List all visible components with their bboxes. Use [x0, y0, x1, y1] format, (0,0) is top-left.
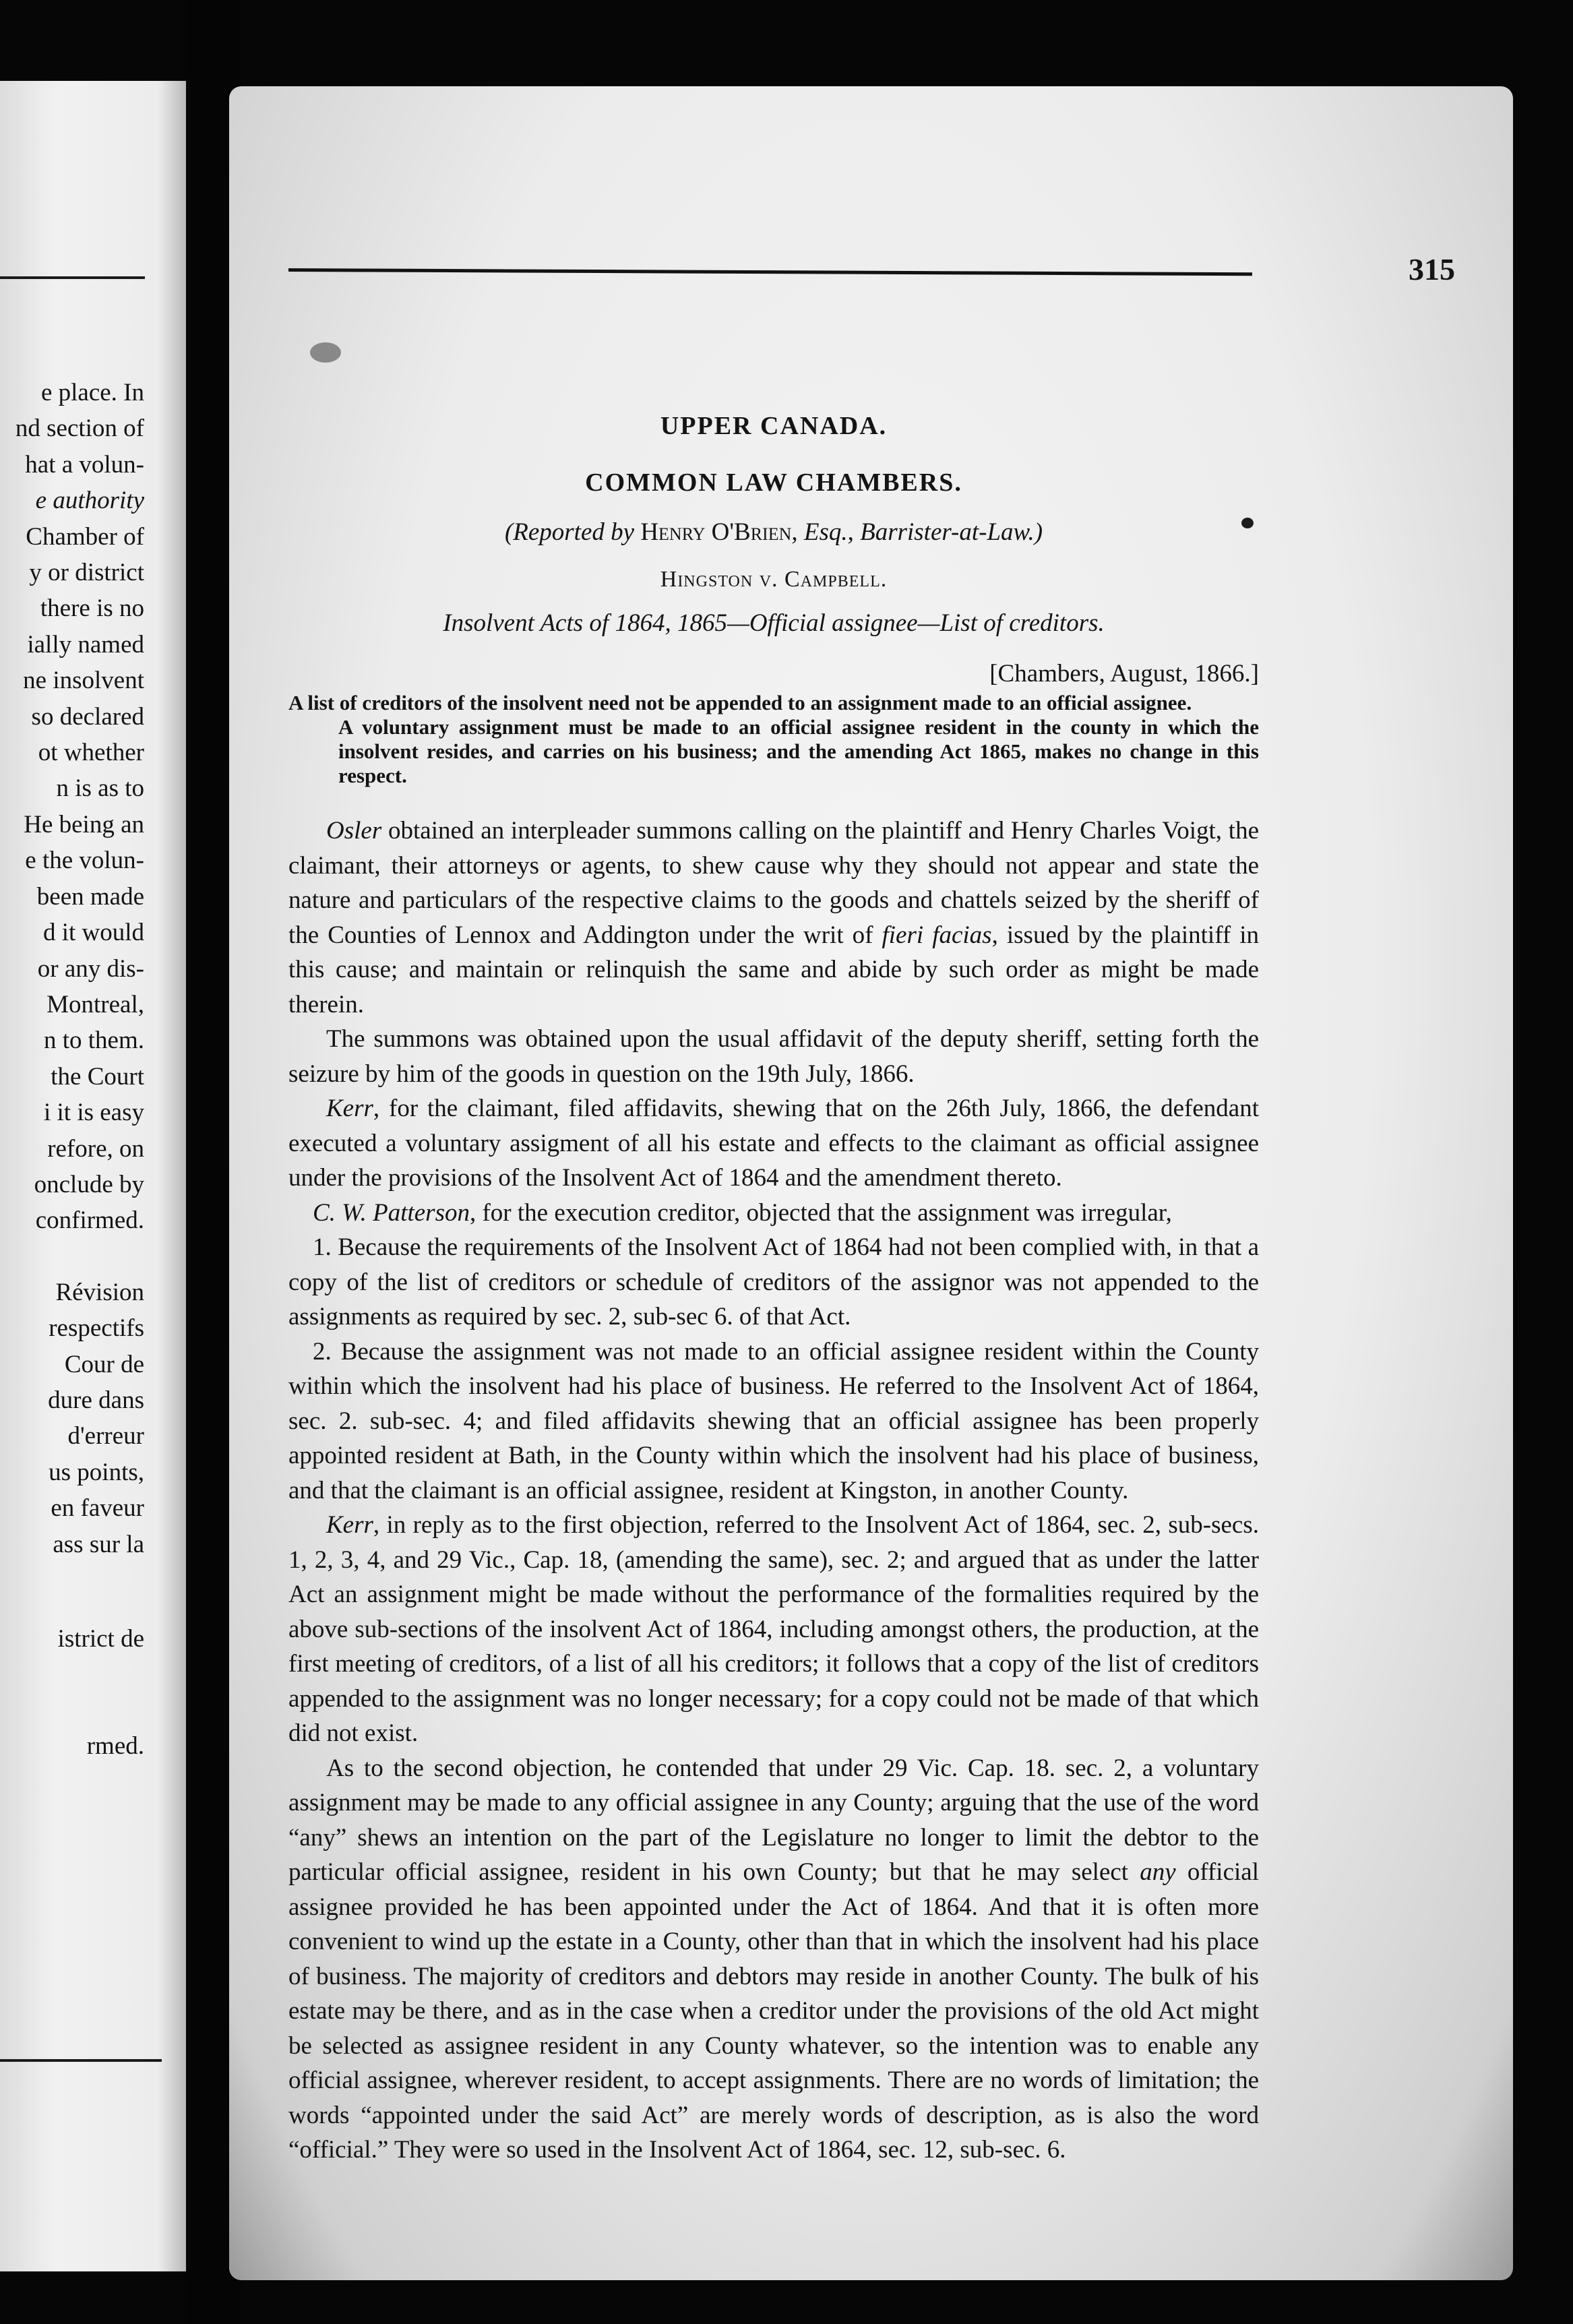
- left-line: ass sur la: [53, 1530, 144, 1558]
- case-date: [Chambers, August, 1866.]: [989, 660, 1259, 687]
- left-line: the Court: [51, 1062, 144, 1091]
- reporter-name: Henry O'Brien: [640, 518, 792, 546]
- left-line: ot whether: [38, 739, 144, 767]
- paragraph-text: , issued by the plaintiff in this cause; and maintain or relinquish the same and abide by such order as might be made therein.: [288, 921, 1260, 1018]
- left-line: nd section of: [15, 415, 144, 443]
- left-line: He being an: [24, 810, 144, 838]
- left-gap: [16, 1562, 144, 1621]
- writ-name: fieri facias: [882, 921, 992, 949]
- paragraph: [288, 1508, 1259, 1751]
- paragraph-text: , for the execution creditor, objected that the assignment was irregular,: [469, 1198, 1172, 1227]
- previous-page-strip: [0, 81, 186, 2271]
- left-line: istrict de: [57, 1625, 144, 1653]
- counsel-name: Kerr: [326, 1095, 373, 1122]
- previous-page-footer-rule: [0, 2059, 162, 2062]
- scanned-page: [229, 86, 1513, 2280]
- left-line: d'erreur: [67, 1422, 144, 1450]
- headnote-line: A list of creditors of the insolvent need not be appended to an assignment made to an official assignee.: [288, 691, 1192, 714]
- paragraph: [288, 1091, 1259, 1196]
- left-line: en faveur: [51, 1494, 144, 1523]
- headnote-line: A voluntary assignment must be made to an official assignee resident in the county in which the insolvent resides, and carries on his business; and the amending Act 1865, makes no change in this respect.: [338, 715, 1259, 787]
- left-line: us points,: [49, 1458, 144, 1486]
- left-line: i it is easy: [43, 1099, 144, 1127]
- paragraph: The summons was obtained upon the usual affidavit of the deputy sheriff, setting forth the seizure by him of the goods in question on the 19th July, 1866.: [288, 1025, 1259, 1088]
- left-line: y or district: [29, 559, 144, 587]
- left-line: there is no: [40, 594, 144, 623]
- reporter-line: [288, 518, 1259, 547]
- left-line: dure dans: [48, 1386, 144, 1414]
- left-line: Révision: [55, 1278, 144, 1306]
- left-gap: [16, 1657, 144, 1728]
- counsel-name: Osler: [326, 817, 382, 845]
- paragraph: [288, 1196, 1259, 1231]
- reporter-prefix: (Reported by: [504, 518, 641, 546]
- reporter-suffix: , Esq., Barrister-at-Law.): [791, 518, 1043, 546]
- paragraph-text: , for the claimant, filed affidavits, shewing that on the 26th July, 1866, the defendant executed a voluntary assigment of all his estate and effects to the claimant as official assignee under the provisions of the Insolvent Act of 1864 and the amendment thereto.: [288, 1095, 1259, 1192]
- left-line: refore, on: [47, 1134, 144, 1163]
- section-subheading: COMMON LAW CHAMBERS.: [585, 468, 962, 497]
- left-line: onclude by: [34, 1170, 144, 1198]
- left-gap: [16, 1239, 144, 1275]
- headnote: [288, 691, 1259, 788]
- left-line: Montreal,: [47, 990, 144, 1018]
- report-body: [288, 814, 1259, 2168]
- left-line: respectifs: [49, 1314, 144, 1343]
- left-line: e the volun-: [25, 847, 144, 875]
- left-line: or any dis-: [37, 954, 144, 983]
- left-line: d it would: [42, 919, 144, 947]
- left-line: ne insolvent: [23, 667, 144, 695]
- left-line: ially named: [27, 630, 144, 659]
- left-line: Cour de: [64, 1350, 144, 1378]
- paragraph-text: As to the second objection, he contended that under 29 Vic. Cap. 18. sec. 2, a voluntary assignment may be made to any official assignee in any County; arguing that the use of the word “any” shews an intention on the part of the Legislature no longer to limit the debtor to the particular official assignee, resident in his own County; but that he may select: [288, 1754, 1259, 1886]
- paragraph-text: obtained an interpleader summons calling on the plaintiff and Henry Charles Voigt, the claimant, their attorneys or agents, to shew cause why they should not appear and state the nature and particulars of the respective claims to the goods and chattels seized by the sheriff of the Counties of Lennox and Addington under the writ of: [288, 817, 1259, 949]
- left-line: been made: [36, 882, 144, 911]
- paragraph: 2. Because the assignment was not made to an official assignee resident within the County within which the insolvent had his place of business. He referred to the Insolvent Act of 1864, sec. 2. sub-sec. 4; and filed affidavits shewing that an official assignee has been properly appointed resident at Bath, in the County within which the insolvent had his place of business, and that the claimant is an official assignee, resident at Kingston, in another County.: [288, 1337, 1259, 1504]
- left-line: e place. In: [40, 379, 144, 406]
- paragraph-text: , in reply as to the first objection, referred to the Insolvent Act of 1864, sec. 2, sub-secs. 1, 2, 3, 4, and 29 Vic., Cap. 18, (amending the same), sec. 2; and argued that as under the latter Act an assignment might be made without the performance of the formalities required by the above sub-sections of the insolvent Act of 1864, including amongst others, the production, at the first meeting of creditors, of a list of all his creditors; it follows that a copy of the list of creditors appended to the assignment was no longer necessary; for a copy could not be made of that which did not exist.: [288, 1511, 1259, 1747]
- left-line: so declared: [31, 702, 144, 731]
- previous-page-rule: [0, 276, 145, 279]
- page-number: 315: [1409, 252, 1455, 286]
- header-rule: [288, 268, 1252, 276]
- emphasis: any: [1140, 1858, 1176, 1886]
- previous-page-text: [16, 375, 144, 1765]
- left-line: confirmed.: [35, 1206, 144, 1235]
- case-topic: Insolvent Acts of 1864, 1865—Official assignee—List of creditors.: [443, 609, 1105, 637]
- paragraph: [288, 1751, 1259, 2168]
- paragraph: [288, 814, 1259, 1022]
- section-heading: UPPER CANADA.: [660, 412, 888, 440]
- left-line: hat a volun-: [25, 450, 144, 479]
- left-line: e authority: [35, 487, 144, 515]
- left-line: Chamber of: [26, 522, 144, 551]
- left-line: n is as to: [56, 774, 144, 803]
- paragraph-text: official assignee provided he has been appointed under the Act of 1864. And that it is often more convenient to wind up the estate in a County, other than that in which the insolvent had his place of business. The majority of creditors and debtors may reside in another County. The bulk of his estate may be there, and as in the case when a creditor under the provisions of the old Act might be selected as assignee resident in any County whatever, so the intention was to enable any official assignee, wherever resident, to accept assignments. There are no words of limitation; the words “appointed under the said Act” are merely words of description, as is also the word “official.” They were so used in the Insolvent Act of 1864, sec. 12, sub-sec. 6.: [288, 1858, 1259, 2164]
- page-content: [288, 315, 1259, 2168]
- counsel-name: C. W. Patterson: [313, 1198, 470, 1227]
- paragraph: 1. Because the requirements of the Insolvent Act of 1864 had not been complied with, in that a copy of the list of creditors or schedule of creditors of the assignor was not appended to the assignments as required by sec. 2, sub-sec 6. of that Act.: [288, 1233, 1259, 1331]
- counsel-name: Kerr: [326, 1511, 373, 1539]
- left-line: n to them.: [43, 1027, 144, 1055]
- case-title: Hingston v. Campbell.: [660, 567, 888, 592]
- left-line: rmed.: [86, 1732, 144, 1761]
